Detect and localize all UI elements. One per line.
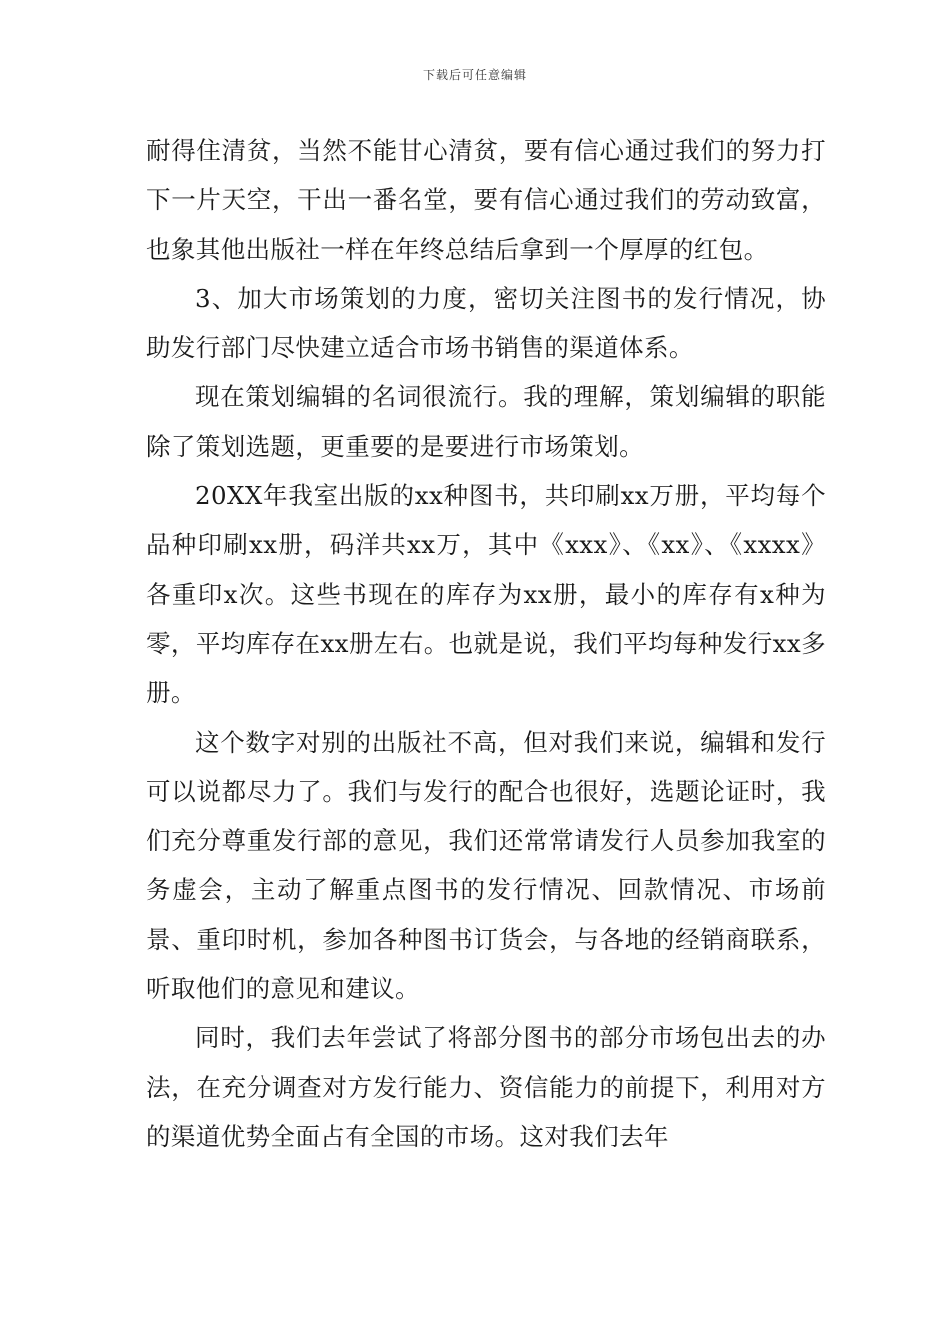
paragraph-3: 现在策划编辑的名词很流行。我的理解，策划编辑的职能除了策划选题，更重要的是要进行市场策划。 — [146, 382, 826, 461]
paragraph-6: 同时，我们去年尝试了将部分图书的部分市场包出去的办法，在充分调查对方发行能力、资信能力的前提下，利用对方的渠道优势全面占有全国的市场。这对我们去年 — [146, 1023, 826, 1151]
paragraph-2: 3、加大市场策划的力度，密切关注图书的发行情况，协助发行部门尽快建立适合市场书销售的渠道体系。 — [146, 283, 826, 363]
paragraph-1: 耐得住清贫，当然不能甘心清贫，要有信心通过我们的努力打下一片天空，干出一番名堂，要有信心通过我们的劳动致富，也象其他出版社一样在年终总结后拿到一个厚厚的红包。 — [146, 136, 826, 264]
paragraph-4: 20XX年我室出版的xx种图书，共印刷xx万册，平均每个品种印刷xx册，码洋共xx万，其中《xxx》、《xx》、《xxxx》各重印x次。这些书现在的库存为xx册，最小的库存有x种为零，平均库存在xx册左右。也就是说，我们平均每种发行xx多册。 — [146, 481, 826, 708]
page-header: 下载后可任意编辑 — [422, 68, 527, 82]
paragraph-5: 这个数字对别的出版社不高，但对我们来说，编辑和发行可以说都尽力了。我们与发行的配合也很好，选题论证时，我们充分尊重发行部的意见，我们还常常请发行人员参加我室的务虚会，主动了解重点图书的发行情况、回款情况、市场前景、重印时机，参加各种图书订货会，与各地的经销商联系，听取他们的意见和建议。 — [146, 727, 826, 1004]
document-body — [146, 126, 826, 1161]
